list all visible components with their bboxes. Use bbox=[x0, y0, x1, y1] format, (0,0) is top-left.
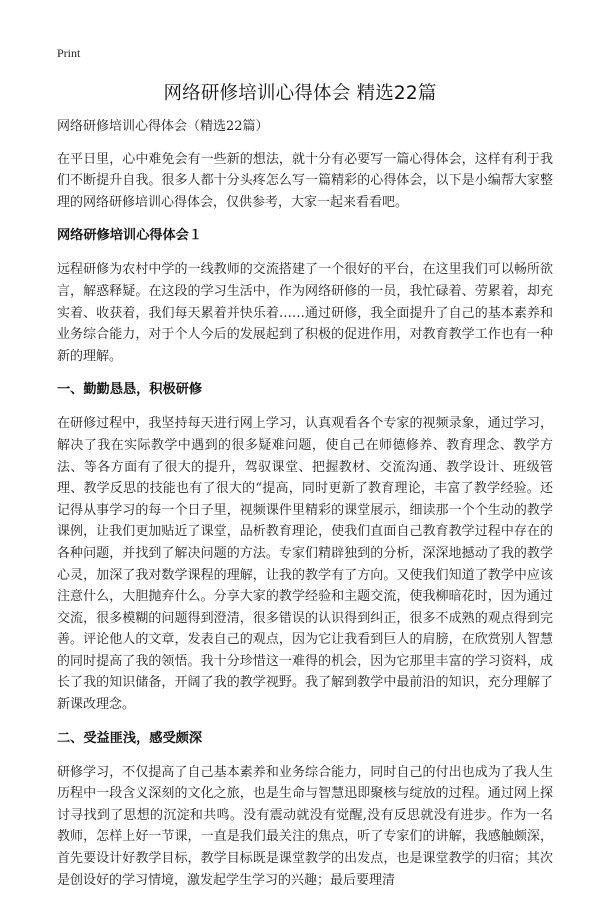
intro-paragraph: 在平日里，心中难免会有一些新的想法，就十分有必要写一篇心得体会，这样有利于我们不断提升自我。很多人都十分头疼怎么写一篇精彩的心得体会，以下是小编帮大家整理的网络研修培训心得体会，仅供参考，大家一起来看看吧。 bbox=[57, 151, 553, 210]
benefit-paragraph: 研修学习，不仅提高了自己基本素养和业务综合能力，同时自己的付出也成为了我人生历程中一段含义深刻的文化之旅，也是生命与智慧迅即聚核与绽放的过程。通过网上探讨寻找到了思想的沉淀和共鸣。没有震动就没有觉醒,没有反思就没有进步。作为一名教师，怎样上好一节课，一直是我们最关注的焦点，听了专家们的讲解，我感触颇深，首先要设计好教学目标，教学目标既是课堂教学的出发点，也是课堂教学的归宿；其次是创设好的学习情境，激发起学生学习的兴趣；最后要理清 bbox=[57, 764, 553, 888]
subheading-benefit: 二、受益匪浅，感受颇深 bbox=[57, 730, 203, 746]
subheading-diligent-study: 一、勤勤恳恳，积极研修 bbox=[57, 382, 203, 398]
print-label: Print bbox=[57, 46, 81, 60]
document-body bbox=[57, 116, 553, 903]
section-heading-1: 网络研修培训心得体会１ bbox=[57, 228, 203, 244]
section-1-paragraph: 远程研修为农村中学的一线教师的交流搭建了一个很好的平台，在这里我们可以畅所欲言，解惑释疑。在这段的学习生活中，作为网络研修的一员，我忙碌着、劳累着，却充实着、收获着，我们每天累着并快乐着……通过研修，我全面提升了自己的基本素养和业务综合能力，对于个人今后的发展起到了积极的促进作用，对教育教学工作也有一种新的理解。 bbox=[57, 262, 553, 364]
diligent-study-paragraph: 在研修过程中，我坚持每天进行网上学习，认真观看各个专家的视频录象，通过学习，解决了我在实际教学中遇到的很多疑难问题，使自己在师德修养、教育理念、教学方法、等各方面有了很大的提升，驾驭课堂、把握教材、交流沟通、教学设计、班级管理、教学反思的技能也有了很大的“提高，同时更新了教育理论，丰富了教学经验。还记得从事学习的每一个日子里，视频课件里精彩的课堂展示，细读那一个个生动的教学课例，让我们更加贴近了课堂，品析教育理论，使我们直面自己教育教学过程中存在的各种问题，并找到了解决问题的方法。专家们精辟独到的分析，深深地撼动了我的教学心灵，加深了我对数学课程的理解，让我的教学有了方向。又使我们知道了教学中应该注意什么，大胆抛弃什么。分享大家的教学经验和主题交流，使我柳暗花时，因为通过交流，很多模糊的问题得到澄清，很多错误的认识得到纠正，很多不成熟的观点得到完善。评论他人的文章，发表自己的观点，因为它让我看到巨人的肩膀，在欣赏别人智慧的同时提高了我的领悟。我十分珍惜这一难得的机会，因为它那里丰富的学习资料，成长了我的知识储备，开阔了我的教学视野。我了解到教学中最前沿的知识，充分理解了新课改理念。 bbox=[57, 416, 553, 713]
document-subtitle: 网络研修培训心得体会（精选22篇） bbox=[57, 119, 269, 134]
document-title: 网络研修培训心得体会 精选22篇 bbox=[163, 83, 437, 104]
